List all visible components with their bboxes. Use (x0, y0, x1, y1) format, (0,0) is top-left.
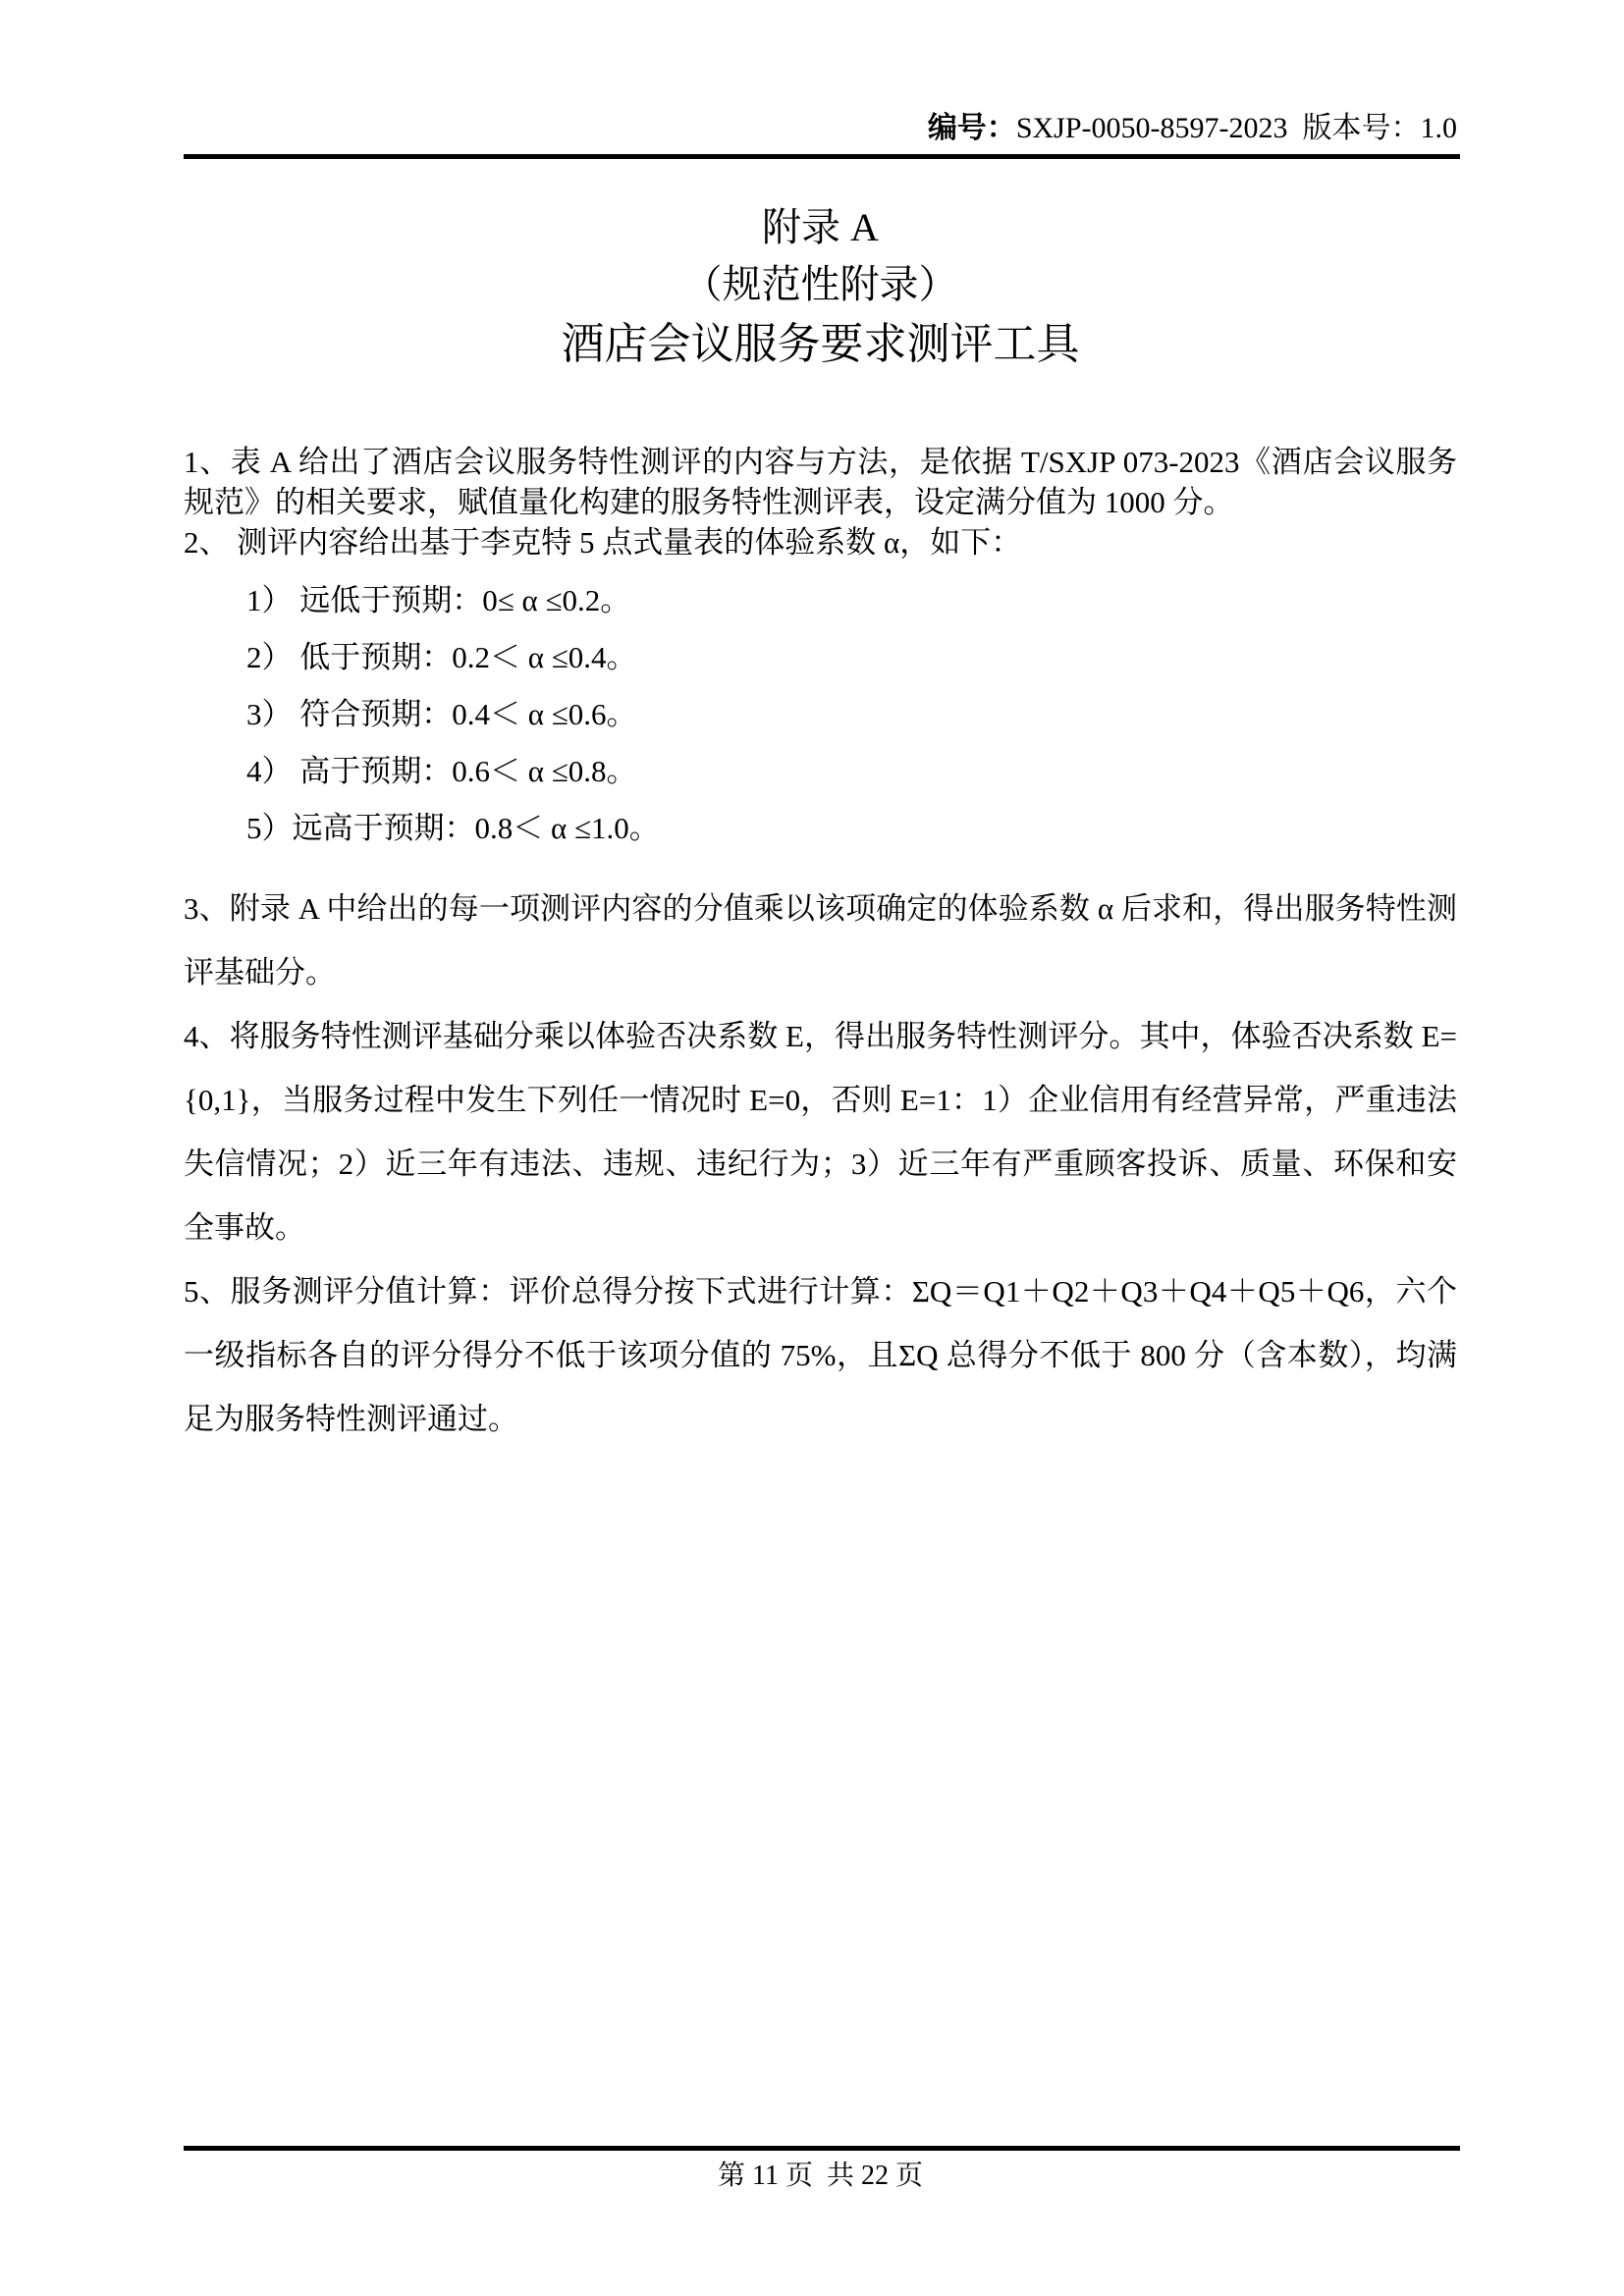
likert-list (184, 572, 1457, 857)
page-number: 第 11 页 共 22 页 (718, 2161, 923, 2191)
body-text (184, 442, 1457, 1451)
title-subject: 酒店会议服务要求测评工具 (561, 320, 1080, 368)
page-header (184, 110, 1457, 147)
version-label: 版本号： (1287, 112, 1421, 144)
header-rule (184, 154, 1460, 159)
paragraph-2: 2、 测评内容给出基于李克特 5 点式量表的体验系数 α，如下： (184, 525, 1022, 560)
doc-code-label: 编号： (927, 112, 1016, 144)
likert-item-1: 1） 远低于预期：0≤ α ≤0.2。 (246, 583, 631, 617)
version-value: 1.0 (1420, 112, 1457, 144)
title-appendix: 附录 A (762, 205, 879, 249)
doc-code-value: SXJP-0050-8597-2023 (1015, 112, 1288, 144)
title-type-note: （规范性附录） (682, 262, 958, 306)
paragraph-3: 3、附录 A 中给出的每一项测评内容的分值乘以该项确定的体验系数 α 后求和，得出服务特性测评基础分。 (184, 891, 1457, 989)
paragraph-1: 1、表 A 给出了酒店会议服务特性测评的内容与方法，是依据 T/SXJP 073-2023《酒店会议服务规范》的相关要求，赋值量化构建的服务特性测评表，设定满分值为 1000 分。 (184, 445, 1457, 519)
title-block (184, 199, 1457, 376)
likert-item-2: 2） 低于预期：0.2＜ α ≤0.4。 (246, 640, 637, 674)
paragraph-4: 4、将服务特性测评基础分乘以体验否决系数 E，得出服务特性测评分。其中，体验否决系数 E={0,1}，当服务过程中发生下列任一情况时 E=0，否则 E=1：1）企业信用有经营异常，严重违法失信情况；2）近三年有违法、违规、违纪行为；3）近三年有严重顾客投诉、质量、环保和安全事故。 (184, 1019, 1457, 1245)
likert-item-4: 4） 高于预期：0.6＜ α ≤0.8。 (246, 754, 637, 788)
page-footer (184, 2156, 1457, 2197)
paragraph-5: 5、服务测评分值计算：评价总得分按下式进行计算：ΣQ＝Q1＋Q2＋Q3＋Q4＋Q5＋Q6，六个一级指标各自的评分得分不低于该项分值的 75%，且ΣQ 总得分不低于 800 分（含本数），均满足为服务特性测评通过。 (184, 1274, 1457, 1436)
likert-item-5: 5）远高于预期：0.8＜ α ≤1.0。 (246, 811, 660, 845)
footer-rule (184, 2146, 1460, 2151)
likert-item-3: 3） 符合预期：0.4＜ α ≤0.6。 (246, 697, 637, 731)
